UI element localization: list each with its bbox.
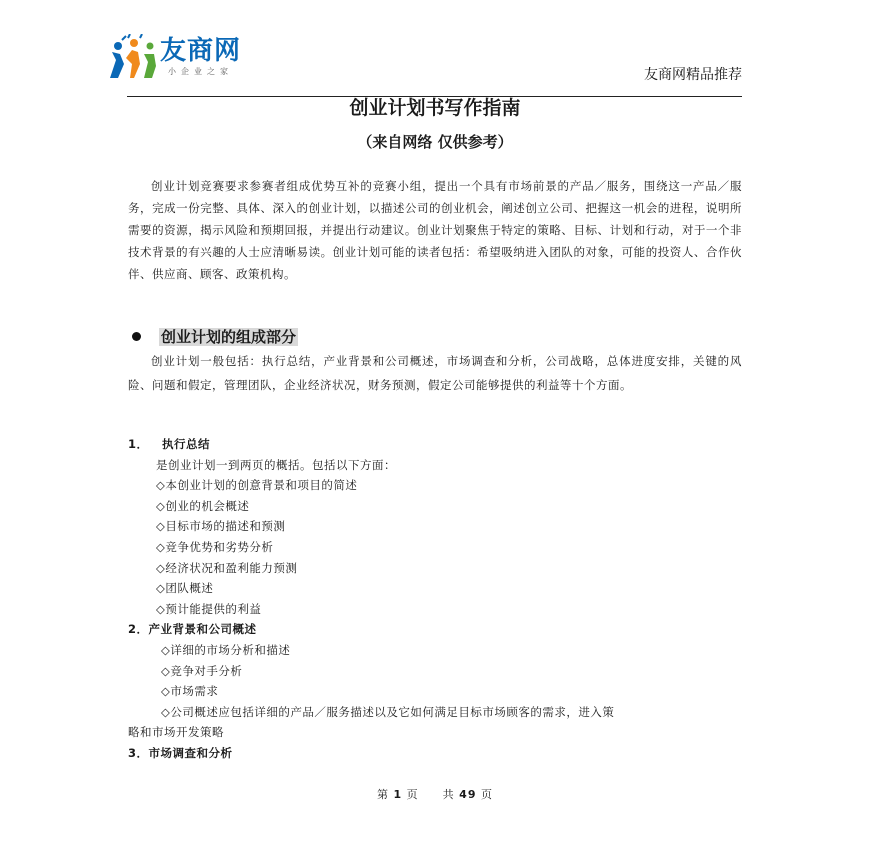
list-item: ◇经济状况和盈利能力预测 — [156, 560, 298, 575]
list-item: ◇市场需求 — [161, 684, 219, 699]
section-paragraph — [128, 349, 742, 397]
list-item: ◇本创业计划的创意背景和项目的简述 — [156, 478, 358, 493]
list-item: ◇预计能提供的利益 — [156, 601, 262, 616]
list-item: ◇公司概述应包括详细的产品／服务描述以及它如何满足目标市场顾客的需求，进入策 — [161, 704, 615, 719]
heading-1 — [128, 434, 748, 455]
section-title: 创业计划的组成部分 — [161, 328, 297, 346]
section-heading — [132, 326, 298, 347]
heading-1-title: 执行总结 — [162, 437, 211, 451]
page-subtitle: （来自网络 仅供参考） — [357, 133, 513, 151]
heading-1-number: 1． — [128, 437, 149, 451]
heading-2-number: 2． — [128, 622, 149, 637]
heading-3-title: 市场调查和分析 — [148, 745, 233, 760]
footer-mid: 页 共 — [406, 788, 455, 801]
section-text: 创业计划一般包括：执行总结，产业背景和公司概述，市场调查和分析，公司战略，总体进度安排，关键的风险、问题和假定，管理团队，企业经济状况，财务预测，假定公司能够提供的利益等十个方面。 — [128, 354, 742, 392]
heading-2 — [128, 619, 748, 640]
page-title: 创业计划书写作指南 — [349, 97, 521, 119]
heading-3-number: 3． — [128, 745, 149, 760]
heading-3 — [128, 743, 748, 764]
list-item: ◇竞争对手分析 — [161, 663, 243, 678]
intro-paragraph — [128, 175, 742, 285]
list-item: ◇竞争优势和劣势分析 — [156, 539, 274, 554]
list-item: ◇团队概述 — [156, 581, 214, 596]
footer-page-number: 1 — [393, 788, 403, 801]
s1-lead: 是创业计划一到两页的概括。包括以下方面： — [156, 457, 396, 472]
list-item: ◇目标市场的描述和预测 — [156, 519, 286, 534]
header-recommend: 友商网精品推荐 — [644, 67, 742, 83]
footer-prefix: 第 — [377, 788, 390, 801]
page-footer — [0, 786, 870, 802]
logo-text: 友商网 — [160, 36, 242, 66]
heading-2-title: 产业背景和公司概述 — [148, 622, 257, 637]
footer-total-pages: 49 — [459, 788, 477, 801]
intro-text: 创业计划竞赛要求参赛者组成优势互补的竞赛小组，提出一个具有市场前景的产品／服务，围绕这一产品／服务，完成一份完整、具体、深入的创业计划，以描述公司的创业机会，阐述创立公司、把握这一机会的进程，说明所需要的资源，揭示风险和预期回报，并提出行动建议。创业计划聚焦于特定的策略、目标、计划和行动，对于一个非技术背景的有兴趣的人士应清晰易读。创业计划可能的读者包括：希望吸纳进入团队的对象，可能的投资人、合作伙伴、供应商、顾客、政策机构。 — [128, 179, 742, 281]
list-item-continuation: 略和市场开发策略 — [128, 725, 224, 740]
logo-subtitle: 小企业之家 — [168, 67, 233, 76]
footer-suffix: 页 — [480, 788, 493, 801]
bullet-icon — [132, 332, 141, 341]
list-item: ◇详细的市场分析和描述 — [161, 642, 291, 657]
list-item: ◇创业的机会概述 — [156, 498, 250, 513]
outline-list — [128, 434, 748, 764]
